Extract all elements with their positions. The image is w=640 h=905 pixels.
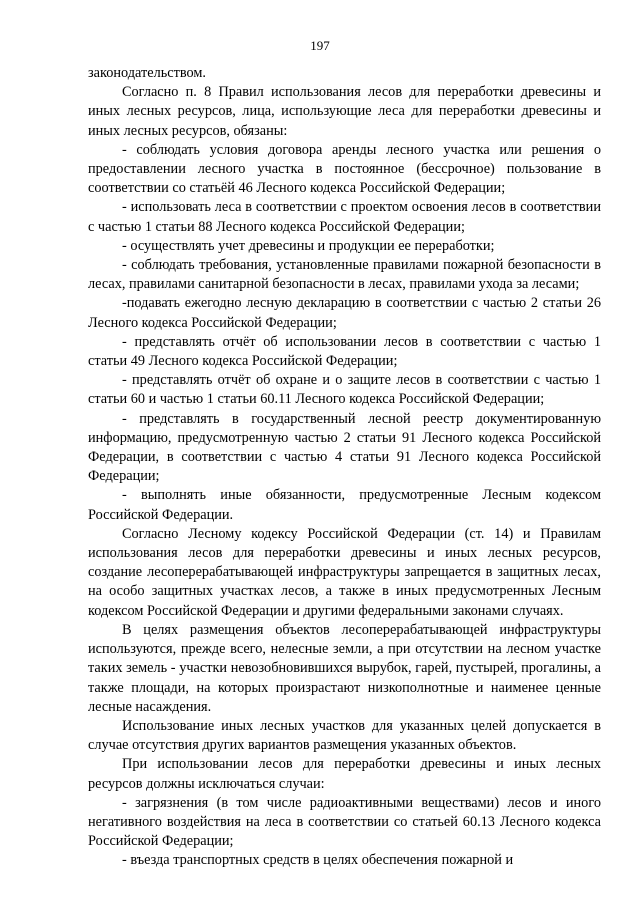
list-item: - представлять в государственный лесной реестр документированную информацию, предусмотренную частью 2 статьи 91 Лесного кодекса Российской Федерации, в соответствии с частью 4 статьи 91 Лесного кодекса Российской Федерации; [88,410,601,485]
paragraph: Использование иных лесных участков для указанных целей допускается в случае отсутствия других вариантов размещения указанных объектов. [88,717,601,754]
list-item: - использовать леса в соответствии с проектом освоения лесов в соответствии с частью 1 статьи 88 Лесного кодекса Российской Федерации; [88,199,601,235]
list-item: - представлять отчёт об охране и о защите лесов в соответствии с частью 1 статьи 60 и частью 1 статьи 60.11 Лесного кодекса Российской Федерации; [88,372,601,408]
list-item: - въезда транспортных средств в целях обеспечения пожарной и [122,852,514,869]
list-item: -подавать ежегодно лесную декларацию в соответствии с частью 2 статьи 26 Лесного кодекса Российской Федерации; [88,295,601,331]
document-body [88,64,601,871]
list-item: - соблюдать условия договора аренды лесного участка или решения о предоставлении лесного участка в постоянное (бессрочное) пользование в соответствии со статьёй 46 Лесного кодекса Российской Федерации; [88,141,601,197]
paragraph: В целях размещения объектов лесоперерабатывающей инфраструктуры используются, прежде всего, нелесные земли, а при отсутствии на лесном участке таких земель - участки невозобновившихся вырубок, гарей, пустырей, прогалины, а также площади, на которых произрастают низкополнотные и наименее ценные лесные насаждения. [88,621,601,715]
paragraph: Согласно Лесному кодексу Российской Федерации (ст. 14) и Правилам использования лесов для переработки древесины и иных лесных ресурсов, создание лесоперерабатывающей инфраструктуры запрещается в защитных лесах, на особо защитных участках лесов, а также в иных предусмотренных Лесным кодексом Российской Федерации и другими федеральными законами случаях. [88,525,601,619]
paragraph: Согласно п. 8 Правил использования лесов для переработки древесины и иных лесных ресурсов, лица, использующие леса для переработки древесины и иных лесных ресурсов, обязаны: [88,84,601,139]
list-item: - загрязнения (в том числе радиоактивными веществами) лесов и иного негативного воздействия на леса в соответствии со статьей 60.13 Лесного кодекса Российской Федерации; [88,794,601,850]
list-item: - представлять отчёт об использовании лесов в соответствии с частью 1 статьи 49 Лесного кодекса Российской Федерации; [88,333,601,370]
paragraph: При использовании лесов для переработки древесины и иных лесных ресурсов должны исключаться случаи: [88,756,601,792]
list-item: - выполнять иные обязанности, предусмотренные Лесным кодексом Российской Федерации. [88,487,601,523]
list-item: - соблюдать требования, установленные правилами пожарной безопасности в лесах, правилами санитарной безопасности в лесах, правилами ухода за лесами; [88,257,601,293]
paragraph: законодательством. [88,65,206,81]
list-item: - осуществлять учет древесины и продукции ее переработки; [122,237,495,254]
page-number: 197 [310,38,330,53]
